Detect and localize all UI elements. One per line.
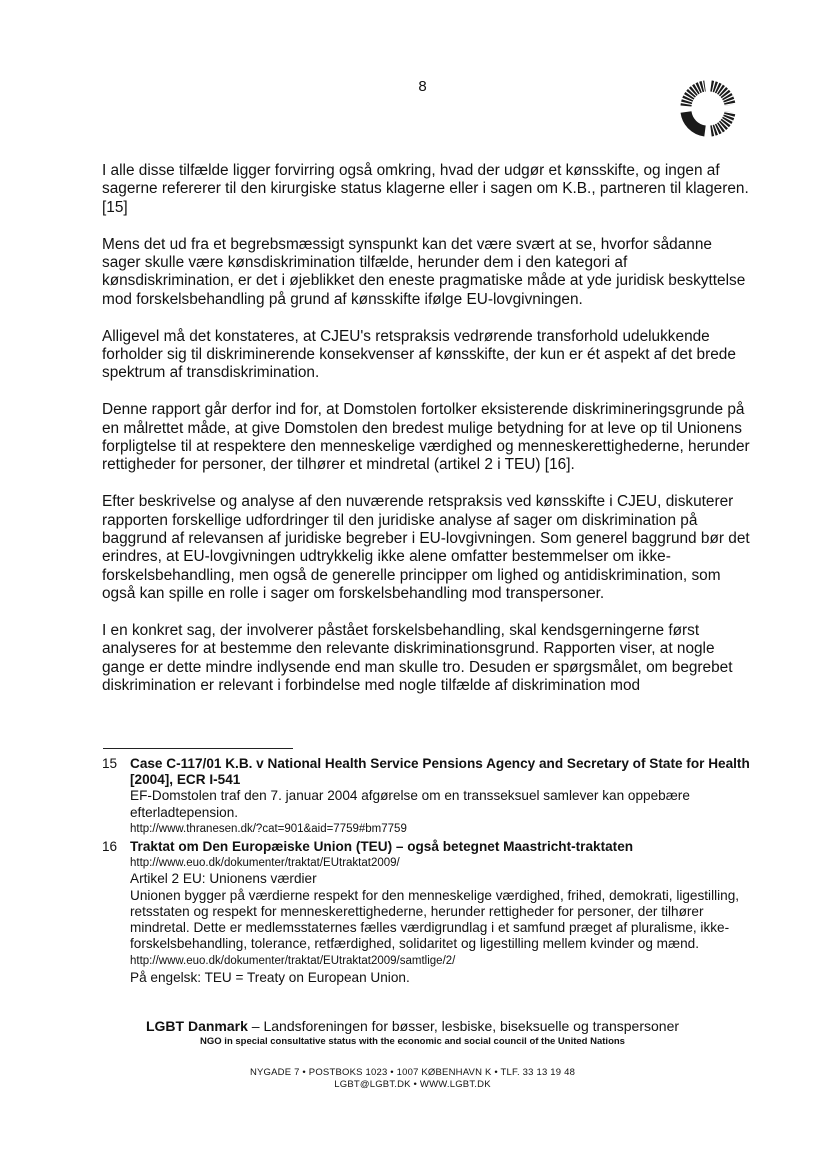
paragraph: Denne rapport går derfor ind for, at Domstolen fortolker eksisterende diskrimineringsgrunde på en målrettet måde, at give Domstolen den bredest mulige betydning for at leve op til Unionens [102, 401, 745, 437]
footer-ngo-status: NGO in special consultative status with the economic and social council of the United Nations [200, 1036, 625, 1047]
footnote-title: Case C-117/01 K.B. v National Health Service Pensions Agency and Secretary of State for Health [2004], ECR I-541 [130, 756, 750, 788]
paragraph: I en konkret sag, der involverer påstået forskelsbehandling, skal kendsgerningerne først analyseres for at bestemme den relevante diskriminationsgrund. Rapporten viser, at nogle gange er dette mindre indlysende end man skulle tro. Desuden er spørgsmålet, om begrebet diskrimination er relevant i forbindelse med nogle tilfælde af diskrimination mod [102, 622, 733, 695]
body-text [102, 162, 752, 714]
lgbt-danmark-ring-logo-icon [676, 76, 740, 140]
paragraph: Alligevel må det konstateres, at CJEU's retspraksis vedrørende transforhold udelukkende forholder sig til diskriminerende konsekvenser af kønsskifte, der kun er ét aspekt af det brede spektrum af transdiskrimination. [102, 327, 736, 382]
footnote-article: Artikel 2 EU: Unionens værdier [130, 871, 317, 887]
footer-org-desc: – Landsforeningen for bøsser, lesbiske, biseksuelle og transpersoner [247, 1018, 680, 1034]
footnote-link[interactable]: http://www.thranesen.dk/?cat=901&aid=7759#bm7759 [130, 822, 407, 835]
footer-address [0, 1067, 825, 1091]
paragraph: I alle disse tilfælde ligger forvirring også omkring, hvad der udgør et kønsskifte, og ingen af sagerne refererer til den kirurgiske status klagerne eller i sagen om K.B., partneren til klageren. [15] [102, 162, 749, 216]
footnote-15 [102, 756, 752, 837]
paragraph-continuation: forpligtelse til at respektere den menneskelige værdighed og menneskerettighederne, herunder rettigheder for personer, der tilhører et mindretal (artikel 2 i TEU) [16]. [102, 438, 750, 474]
footnote-number: 16 [102, 839, 118, 855]
footnote-16 [102, 839, 752, 986]
footer-postal-address: NYGADE 7 • POSTBOKS 1023 • 1007 KØBENHAVN K • TLF. 33 13 19 48 [249, 1067, 576, 1078]
footnote-title: Traktat om Den Europæiske Union (TEU) – også betegnet Maastricht-traktaten [130, 839, 634, 855]
footer-org-name: LGBT Danmark [145, 1018, 248, 1034]
footer-organization [0, 1018, 825, 1034]
footnotes [102, 756, 752, 988]
footnote-text: Unionen bygger på værdierne respekt for den menneskelige værdighed, frihed, demokrati, ligestilling, retsstaten og respekt for menneskerettighederne, herunder rettigheder for personer, der tilhører mindretal. Dette er medlemsstaternes fælles værdigrundlag i et samfund præget af pluralisme, ikke-forskelsbehandling, tolerance, retfærdighed, solidaritet og ligestilling mellem kvinder og mænd. http://www.euo.dk/dokumenter/traktat/EUtraktat2009/samtlige/2/ [130, 887, 740, 968]
footnote-english: På engelsk: TEU = Treaty on European Union. [130, 969, 410, 985]
paragraph: Efter beskrivelse og analyse af den nuværende retspraksis ved kønsskifte i CJEU, diskuterer rapporten forskellige udfordringer til den juridiske analyse af sager om diskrimination på baggrund af relevansen af juridiske begreber i EU-lovgivningen. Som generel baggrund bør det erindres, at EU-lovgivningen udtrykkelig ikke alene omfatter bestemmelser om ikke-forskelsbehandling, men også de generelle principper om lighed og antidiskrimination, som også kan spille en rolle i sager om forskelsbehandling mod transpersoner. [102, 493, 750, 603]
footnote-link[interactable]: http://www.euo.dk/dokumenter/traktat/EUtraktat2009/ [130, 857, 400, 870]
paragraph: Mens det ud fra et begrebsmæssigt synspunkt kan det være svært at se, hvorfor sådanne sager skulle være kønsdiskrimination tilfælde, herunder dem i den kategori af kønsdiskrimination, er det i øjeblikket den eneste pragmatiske måde at yde juridisk beskyttelse mod forskelsbehandling på grund af kønsskifte ifølge EU-lovgivningen. [102, 235, 746, 308]
page-number: 8 [418, 78, 427, 95]
footnote-number: 15 [102, 756, 118, 771]
page-footer [0, 1018, 825, 1091]
footnote-text: EF-Domstolen traf den 7. januar 2004 afgørelse om en transseksuel samlever kan oppebære efterladtepension. [130, 788, 690, 820]
footer-contact: LGBT@LGBT.DK • WWW.LGBT.DK [334, 1079, 491, 1090]
footnote-link[interactable]: http://www.euo.dk/dokumenter/traktat/EUtraktat2009/samtlige/2/ [130, 955, 456, 968]
footnote-divider [103, 748, 293, 749]
